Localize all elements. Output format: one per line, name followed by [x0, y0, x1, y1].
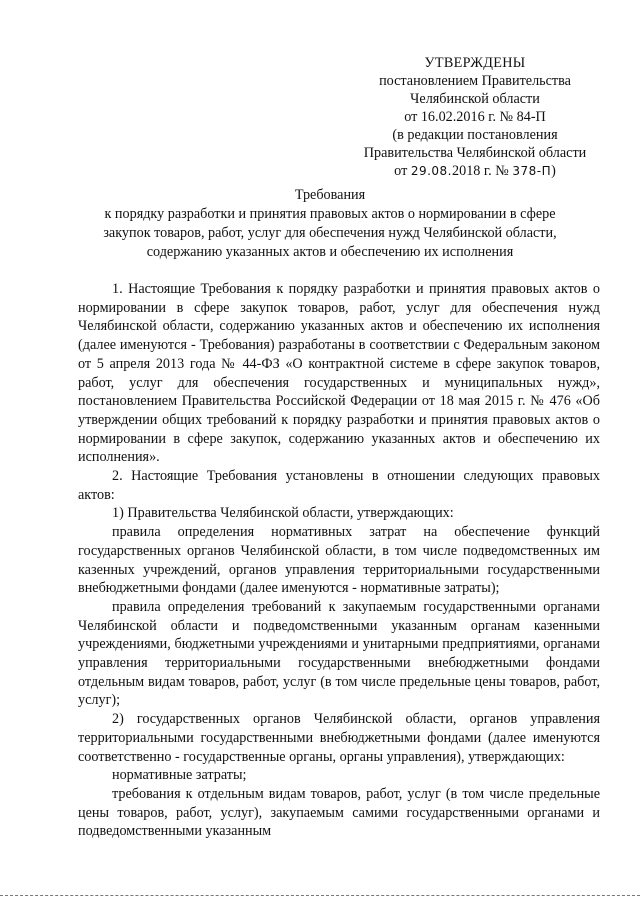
approval-amendment-date-line — [340, 162, 610, 180]
subitem-2: 2) государственных органов Челябинской области, органов управления территориальными государственными внебюджетными фондами (далее именуются соответственно - государственные органы, органы управления), утверждающих: — [78, 711, 600, 765]
item-requirements: требования к отдельным видам товаров, работ, услуг (в том числе предельные цены товаров, работ, услуг), закупаемым самими государственными органами и подведомственными указанным — [78, 785, 600, 840]
approval-prefix: от — [394, 163, 411, 179]
document-title — [50, 186, 610, 262]
approval-line: от 16.02.2016 г. № 84-П — [404, 109, 546, 125]
document-body — [78, 280, 600, 841]
approval-stamp — [340, 54, 610, 180]
title-line: закупок товаров, работ, услуг для обеспечения нужд Челябинской области, — [103, 225, 557, 241]
paragraph-1: 1. Настоящие Требования к порядку разработки и принятия правовых актов о нормировании в сфере закупок товаров, работ, услуг для обеспечения нужд Челябинской области, содержанию указанных актов и обеспечению их исполнения (далее именуются - Требования) разработаны в соответствии с Федеральным законом от 5 апреля 2013 года № 44-ФЗ «О контрактной системе в сфере закупок товаров, работ, услуг для обеспечения государственных и муниципальных нужд», постановлением Правительства Российской Федерации от 18 мая 2015 г. № 476 «Об утверждении общих требований к порядку разработки и принятия правовых актов о нормировании в сфере закупок, содержанию указанных актов и обеспечению их исполнения». — [78, 281, 600, 466]
approval-heading: УТВЕРЖДЕНЫ — [424, 55, 526, 71]
approval-line: Челябинской области — [410, 91, 540, 107]
approval-line: (в редакции постановления — [392, 127, 558, 143]
rule-item-costs: правила определения нормативных затрат на обеспечение функций государственных органов Челябинской области, в том числе подведомственных им казенных учреждений, органов управления территориальными государственными внебюджетными фондами (далее именуются - нормативные затраты); — [78, 524, 600, 597]
approval-suffix: ) — [551, 163, 556, 179]
title-line: содержанию указанных актов и обеспечению их исполнения — [146, 244, 514, 260]
paragraph-2: 2. Настоящие Требования установлены в отношении следующих правовых актов: — [78, 468, 600, 503]
subitem-1: 1) Правительства Челябинской области, утверждающих: — [112, 505, 454, 522]
title-heading: Требования — [294, 187, 366, 203]
title-line: к порядку разработки и принятия правовых актов о нормировании в сфере — [104, 206, 556, 222]
handwritten-date: 29.08. — [410, 164, 452, 178]
approval-line: постановлением Правительства — [379, 73, 571, 89]
approval-line: Правительства Челябинской области — [363, 145, 587, 161]
approval-mid: 2018 г. № — [452, 163, 513, 179]
handwritten-number: 378-П — [512, 164, 552, 178]
bottom-scan-edge — [0, 895, 640, 896]
rule-item-requirements: правила определения требований к закупаемым государственными органами Челябинской области и подведомственными указанным органам казенными учреждениями, бюджетными учреждениями и унитарными предприятиями, органами управления территориальными государственными внебюджетными фондами отдельным видам товаров, работ, услуг (в том числе предельные цены товаров, работ, услуг); — [78, 598, 600, 709]
item-normative-costs: нормативные затраты; — [112, 767, 247, 784]
